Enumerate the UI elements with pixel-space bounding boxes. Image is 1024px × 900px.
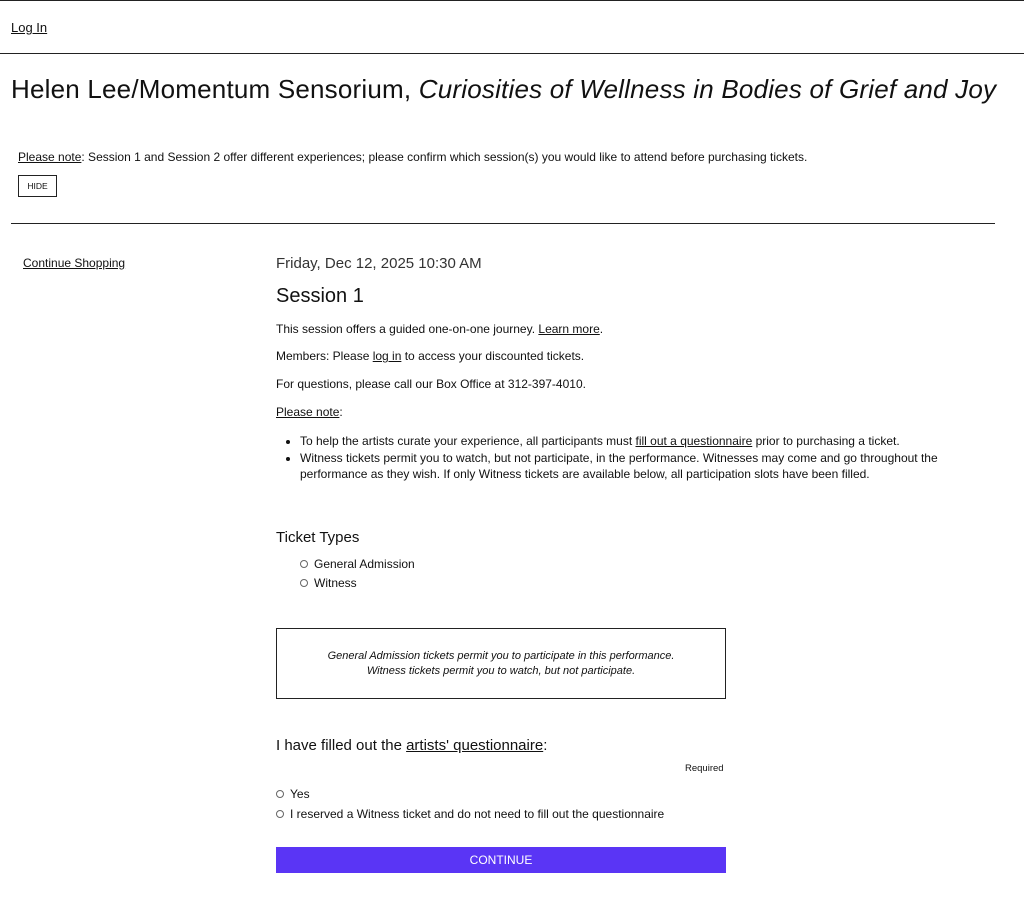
page-title <box>11 75 1011 103</box>
questionnaire-heading-end: : <box>543 737 548 754</box>
ticket-types-heading: Ticket Types <box>276 529 360 546</box>
continue-shopping-link[interactable]: Continue Shopping <box>23 256 126 270</box>
please-note-label <box>276 405 343 420</box>
title-italic: Curiosities of Wellness in Bodies of Grief and Joy <box>418 74 997 104</box>
please-note-colon: : <box>339 405 343 419</box>
info-line-1: General Admission tickets permit you to participate in this performance. <box>327 650 675 662</box>
description-text: This session offers a guided one-on-one journey. <box>276 322 539 336</box>
ticket-option-general-admission[interactable] <box>300 557 415 571</box>
session-title: Session 1 <box>276 285 364 307</box>
top-bar <box>0 0 1024 54</box>
divider <box>11 223 995 224</box>
ticket-option-witness[interactable] <box>300 576 357 590</box>
radio-icon[interactable] <box>276 810 284 818</box>
session-datetime: Friday, Dec 12, 2025 10:30 AM <box>276 255 482 272</box>
notice-text: : Session 1 and Session 2 offer different experiences; please confirm which session(s) you would like to attend before purchasing tickets. <box>81 150 808 164</box>
please-note-link[interactable]: Please note <box>276 405 340 419</box>
continue-button[interactable]: CONTINUE <box>276 847 726 873</box>
questionnaire-option-label: Yes <box>290 787 310 801</box>
title-main: Helen Lee/Momentum Sensorium, <box>11 74 419 104</box>
session-description <box>276 322 603 337</box>
members-login-link[interactable]: log in <box>372 349 402 363</box>
bullet1-text: To help the artists curate your experience, all participants must <box>300 434 636 448</box>
members-text: Members: Please <box>276 349 373 363</box>
members-note <box>276 349 584 364</box>
learn-more-link[interactable]: Learn more <box>538 322 600 336</box>
ticket-option-label: General Admission <box>314 557 415 571</box>
info-line-2: Witness tickets permit you to watch, but not participate. <box>366 665 636 677</box>
members-end: to access your discounted tickets. <box>401 349 585 363</box>
description-end: . <box>599 322 604 336</box>
questionnaire-heading <box>276 737 547 754</box>
login-link[interactable]: Log In <box>11 20 48 35</box>
box-office-note: For questions, please call our Box Office at 312-397-4010. <box>276 377 586 391</box>
bullet1-end: prior to purchasing a ticket. <box>752 434 900 448</box>
questionnaire-option-label: I reserved a Witness ticket and do not need to fill out the questionnaire <box>290 807 665 821</box>
notice-please-note-link[interactable]: Please note <box>18 150 82 164</box>
hide-button[interactable]: HIDE <box>18 175 57 197</box>
artists-questionnaire-link[interactable]: artists' questionnaire <box>406 737 544 754</box>
ticket-option-label: Witness <box>314 576 357 590</box>
ticket-info-box <box>276 628 726 699</box>
radio-icon[interactable] <box>300 579 308 587</box>
questionnaire-option-yes[interactable] <box>276 787 310 801</box>
notes-list <box>276 433 990 483</box>
questionnaire-option-witness[interactable] <box>276 807 664 821</box>
radio-icon[interactable] <box>300 560 308 568</box>
questionnaire-heading-text: I have filled out the <box>276 737 407 754</box>
questionnaire-link[interactable]: fill out a questionnaire <box>635 434 753 448</box>
radio-icon[interactable] <box>276 790 284 798</box>
list-item: • Witness tickets permit you to watch, but not participate, in the performance. Witnesses may come and go throughout the performance as they wish. If only Witness tickets are available below, all participation slots have been filled. <box>300 450 990 483</box>
session-notice <box>18 150 807 165</box>
required-label: Required <box>685 763 724 774</box>
list-item <box>300 433 990 450</box>
